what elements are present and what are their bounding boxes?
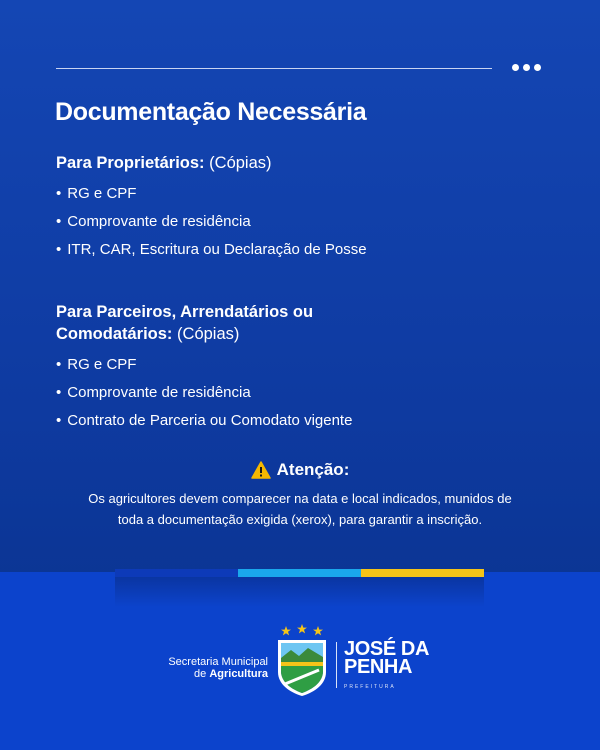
more-dots-icon [512, 64, 541, 71]
partners-section [56, 301, 476, 435]
stripe-cyan [238, 569, 361, 577]
stripe-yellow [361, 569, 484, 577]
page-title: Documentação Necessária [55, 98, 367, 126]
city-line-2: PENHA [344, 656, 413, 678]
notice-line-1: Os agricultores devem comparecer na data e local indicados, munidos de [88, 491, 512, 506]
logo-separator [336, 642, 337, 688]
owners-section [56, 152, 476, 264]
city-sub: PREFEITURA [344, 684, 396, 690]
footer-logos [0, 622, 600, 702]
partners-heading-line1: Para Parceiros, Arrendatários ou [56, 303, 314, 321]
list-item: • RG e CPF [56, 180, 476, 208]
city-line-1: JOSÉ DA [344, 638, 430, 660]
partners-list [56, 351, 476, 435]
notice [40, 460, 560, 530]
top-divider [56, 68, 492, 69]
notice-line-2: toda a documentação exigida (xerox), para garantir a inscrição. [117, 512, 483, 527]
notice-text [40, 488, 560, 530]
owners-heading-light: (Cópias) [209, 154, 272, 172]
crest-icon [275, 622, 329, 698]
partners-heading [56, 301, 476, 345]
stripe-blue [115, 569, 238, 577]
org-line-2-light: de [194, 668, 207, 680]
notice-heading-row [40, 460, 560, 480]
city-logo [344, 640, 429, 696]
stripe-shadow [115, 577, 484, 607]
list-item: • Contrato de Parceria ou Comodato vigente [56, 407, 476, 435]
list-item: • ITR, CAR, Escritura ou Declaração de Posse [56, 236, 476, 264]
owners-heading [56, 152, 476, 174]
owners-heading-bold: Para Proprietários: [56, 154, 205, 172]
partners-heading-line2: Comodatários: [56, 325, 173, 343]
list-item: • Comprovante de residência [56, 208, 476, 236]
org-line-1: Secretaria Municipal [168, 656, 268, 668]
list-item: • Comprovante de residência [56, 379, 476, 407]
owners-list [56, 180, 476, 264]
list-item: • RG e CPF [56, 351, 476, 379]
partners-heading-light: (Cópias) [177, 325, 240, 343]
org-line-2-bold: Agricultura [209, 668, 268, 680]
org-name [150, 656, 268, 680]
warning-icon [251, 461, 271, 479]
notice-heading: Atenção: [276, 460, 350, 479]
